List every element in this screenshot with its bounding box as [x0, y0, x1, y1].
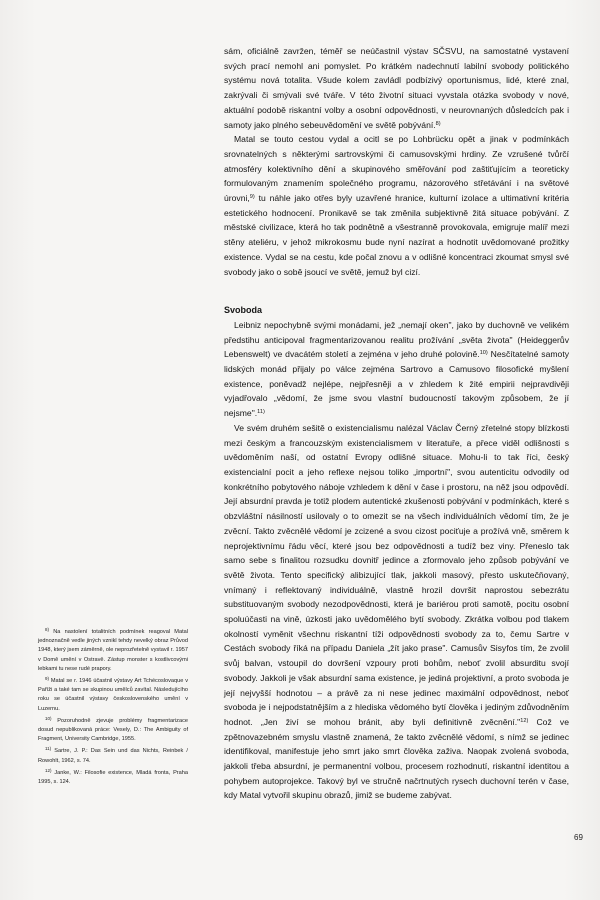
footnote-mark: 10) [45, 715, 52, 721]
footnote-10 [38, 717, 188, 745]
footnote-11 [38, 747, 188, 765]
paragraph-2 [224, 132, 569, 279]
footnote-mark: 8) [45, 627, 50, 632]
footnotes-column [38, 628, 188, 790]
footnote-mark: 11) [45, 746, 52, 752]
footnote-12 [38, 769, 188, 787]
paragraph-4 [224, 421, 569, 803]
paragraph-4-text: Ve svém druhém sešitě o existencialismu nalézal Václav Černý zřetelné stopy blízkosti mezi českým a francouzským existencialismem v literatuře, a přece viděl odlišnosti s uvědoměním naší, od ostatní Evropy odlišné situace. Mohu-li to tak říci, český existencialní pocit a jeho reflexe nejsou toliko „importní", svou autenticitu odvodily od konkrétního pobytového náboje vzhledem k dění v čase i prostoru, na něž jsou odpovědí. Její absurdní pravda je totiž plodem autentické zkušenosti pobývání v podmínkách, které s obzvláštní násilností usilovaly o to omezit se na všech individuálních vědomí tím, že je zvěcní. Takto zvěcnělé vědomí je zcizené a svou cizost pociťuje a prožívá vně, směrem k neprojektivnímu řádu věcí, které jsou bez odpovědnosti a tudíž bez viny. Přeneslo tak samo sebe s finalitou rozsudku dovnitř jedince a zformovalo jeho způsob pobývání ve světě života. Tento specifický alibizující tlak, jakkoli masový, přesto uskutečňovaný, vnímaný i reflektovaný individuálně, vlastně hrozil dovršit naprostou sebezrátu substituovaným svobody nezodpovědnosti, která je bariérou proti samotě, pocitu osobní spoluúčasti na vině, úzkosti jako uvědomělého bytí svobody. Zkrátka volbou pod tlakem okolností vyměnit všechnu riskantní tíži odpovědnosti svobody za to, čemu Sartre v Cestách svobody říká na případu Daniela „žít jako prase". Camusův Sisyfos tím, že zvolil svůj balvan, vstoupil do dovršení vzpoury proti bohům, neboť zvolil absurditu svojí svobody. Jakkoli je však absurdní sama existence, je jediná projektivní, a proto svoboda je její nejvyšší hodnotou – a právě za ni nese jedinec maximální odpovědnost, neboť svoboda je i nejpodstatnějším a z hlediska vědomého bytí člověka i jediným zdůvodněním hodnot. „Jen živí se mohou bránit, aby byli definitivně zvěcnění." [224, 422, 569, 727]
paragraph-4-text-after: Což ve zpětnovazebném smyslu vlastně znamená, že takto zvěcnělé vědomí, s nímž se jedinec identifikoval, manifestuje jeho smrt jako smrt člověka zaživa. Naopak zvolená svoboda, jakkoli třeba absurdní, je permanentní volbou, procesem rozhodnutí, riskantní identitou a pohybem autoprojekce. Takový byl ve stručně načrtnutých rysech duchovní terén v čase, kdy Matal vytvořil skupinu obrazů, jimiž se budeme zabývat. [224, 716, 569, 801]
footnote-text: Janke, W.: Filosofie existence, Mladá fronta, Praha 1995, s. 124. [38, 769, 188, 786]
footnote-ref-9: 9) [249, 194, 255, 201]
paragraph-3-text: Leibniz nepochybně svými monádami, jež „nemají oken", jako by duchovně ve velikém předstihu anticipoval fragmentarizovanou realitu prožívání „světa života" (Heideggerův Lebenswelt) ve dvacátém století a zejména v jeho druhé polovině. [224, 319, 569, 360]
paragraph-1 [224, 44, 569, 132]
footnote-ref-11: 11) [257, 409, 265, 416]
footnote-text: Sartre, J. P.: Das Sein und das Nichts, Reinbek / Rowohlt, 1962, s. 74. [38, 748, 188, 764]
paragraph-2-text: Matal se touto cestou vydal a ocitl se po Lohbrücku opět a jinak v podmínkách srovnatelných s některými sartrovskými či camusovskými hrdiny. Ze vzrušené tvůrčí atmosféry kolektivního dění a skupinového směřování pod zaštiťujícím a teoreticky formulovaným znamením společného programu, názorového střetávání i na světové úrovni, [224, 134, 569, 204]
footnote-text: Na nastolení totalitních podmínek reagoval Matal jednoznačně vedle jiných vznikl tehdy nevelký obraz Průvod 1948, který jsem záměrně, ole neprozřetelně vystavil r. 1957 v Domě umění v Ostravě. Zástup monster s kostlivcovými lebkami tu nese rudé prapory. [38, 629, 188, 672]
footnote-ref-8: 8) [435, 120, 441, 127]
paragraph-2-text-after: tu náhle jako otřes byly uzavřené hranice, kulturní izolace a ultimativní kritéria estetického hodnocení. Pronikavě se tak změnila subjektivně žitá situace pobývání. Z městské civilizace, která ho tak podnětně a všestranně provokovala, emigruje malíř mezi stěny ateliéru, v jehož mikrokosmu bude nyní nazírat a hodnotit uvědomované prožitky existence. Vydal se na cestu, kde počal znovu a v odlišné koncentraci zkoumat smysl své svobody jako o sobě jsoucí ve světě, jemuž byl cizí. [224, 193, 569, 277]
footnote-8 [38, 628, 188, 674]
page-number: 69 [574, 833, 583, 842]
footnote-9 [38, 677, 188, 714]
main-text-column [224, 44, 569, 803]
paragraph-3 [224, 318, 569, 421]
footnote-ref-10: 10) [479, 350, 488, 357]
section-gap [224, 279, 569, 303]
section-heading: Svoboda [224, 305, 263, 316]
paragraph-3-text-after: Nesčítatelné samoty lidských monád přijaly po válce zejména Sartrovo a Camusovo filosofické myšlení existence, poněvadž nejlépe, nejpřesněji a v zhledem k žité empirii nejpravdivěji vyjadřovalo „vědomí, že jsme svou vlastní budoucností takovým způsobem, že jí nejsme". [224, 349, 570, 419]
paragraph-1-text: sám, oficiálně zavržen, téměř se neúčastnil výstav SČSVU, na samostatné vystavení svých prací nemohl ani pomyslet. Po krátkém nadechnutí labilní svobody politického systému nová totalita. Všude kolem zavládl podbízivý oportunismus, lidé, které znal, zakrývali či smývali své tváře. V této životní situaci vyvstala otázka svobody v nové, aktuální podobě riskantní volby a osobní odpovědnosti, v neurovnaných důsledcích pak i samoty jako plného sebeuvědomění ve světě pobývání. [224, 46, 569, 130]
footnote-ref-12: 12) [520, 717, 529, 724]
footnote-mark: 9) [45, 676, 50, 682]
footnote-text: Matal se r. 1946 účastnil výstavy Art Tchécoslovaque v Paříži a také tam se skupinou umělců zavítal. Následujícího roku se účastnil výstavy československého umění v Luzernu. [38, 678, 188, 712]
footnote-text: Pozoruhodně zjevuje problémy fragmentarizace dosud nepublikovaná práce: Vesely, D.: The Ambiguity of Fragment, University Cambridge, 1955. [38, 717, 188, 743]
footnote-mark: 12) [45, 767, 52, 773]
